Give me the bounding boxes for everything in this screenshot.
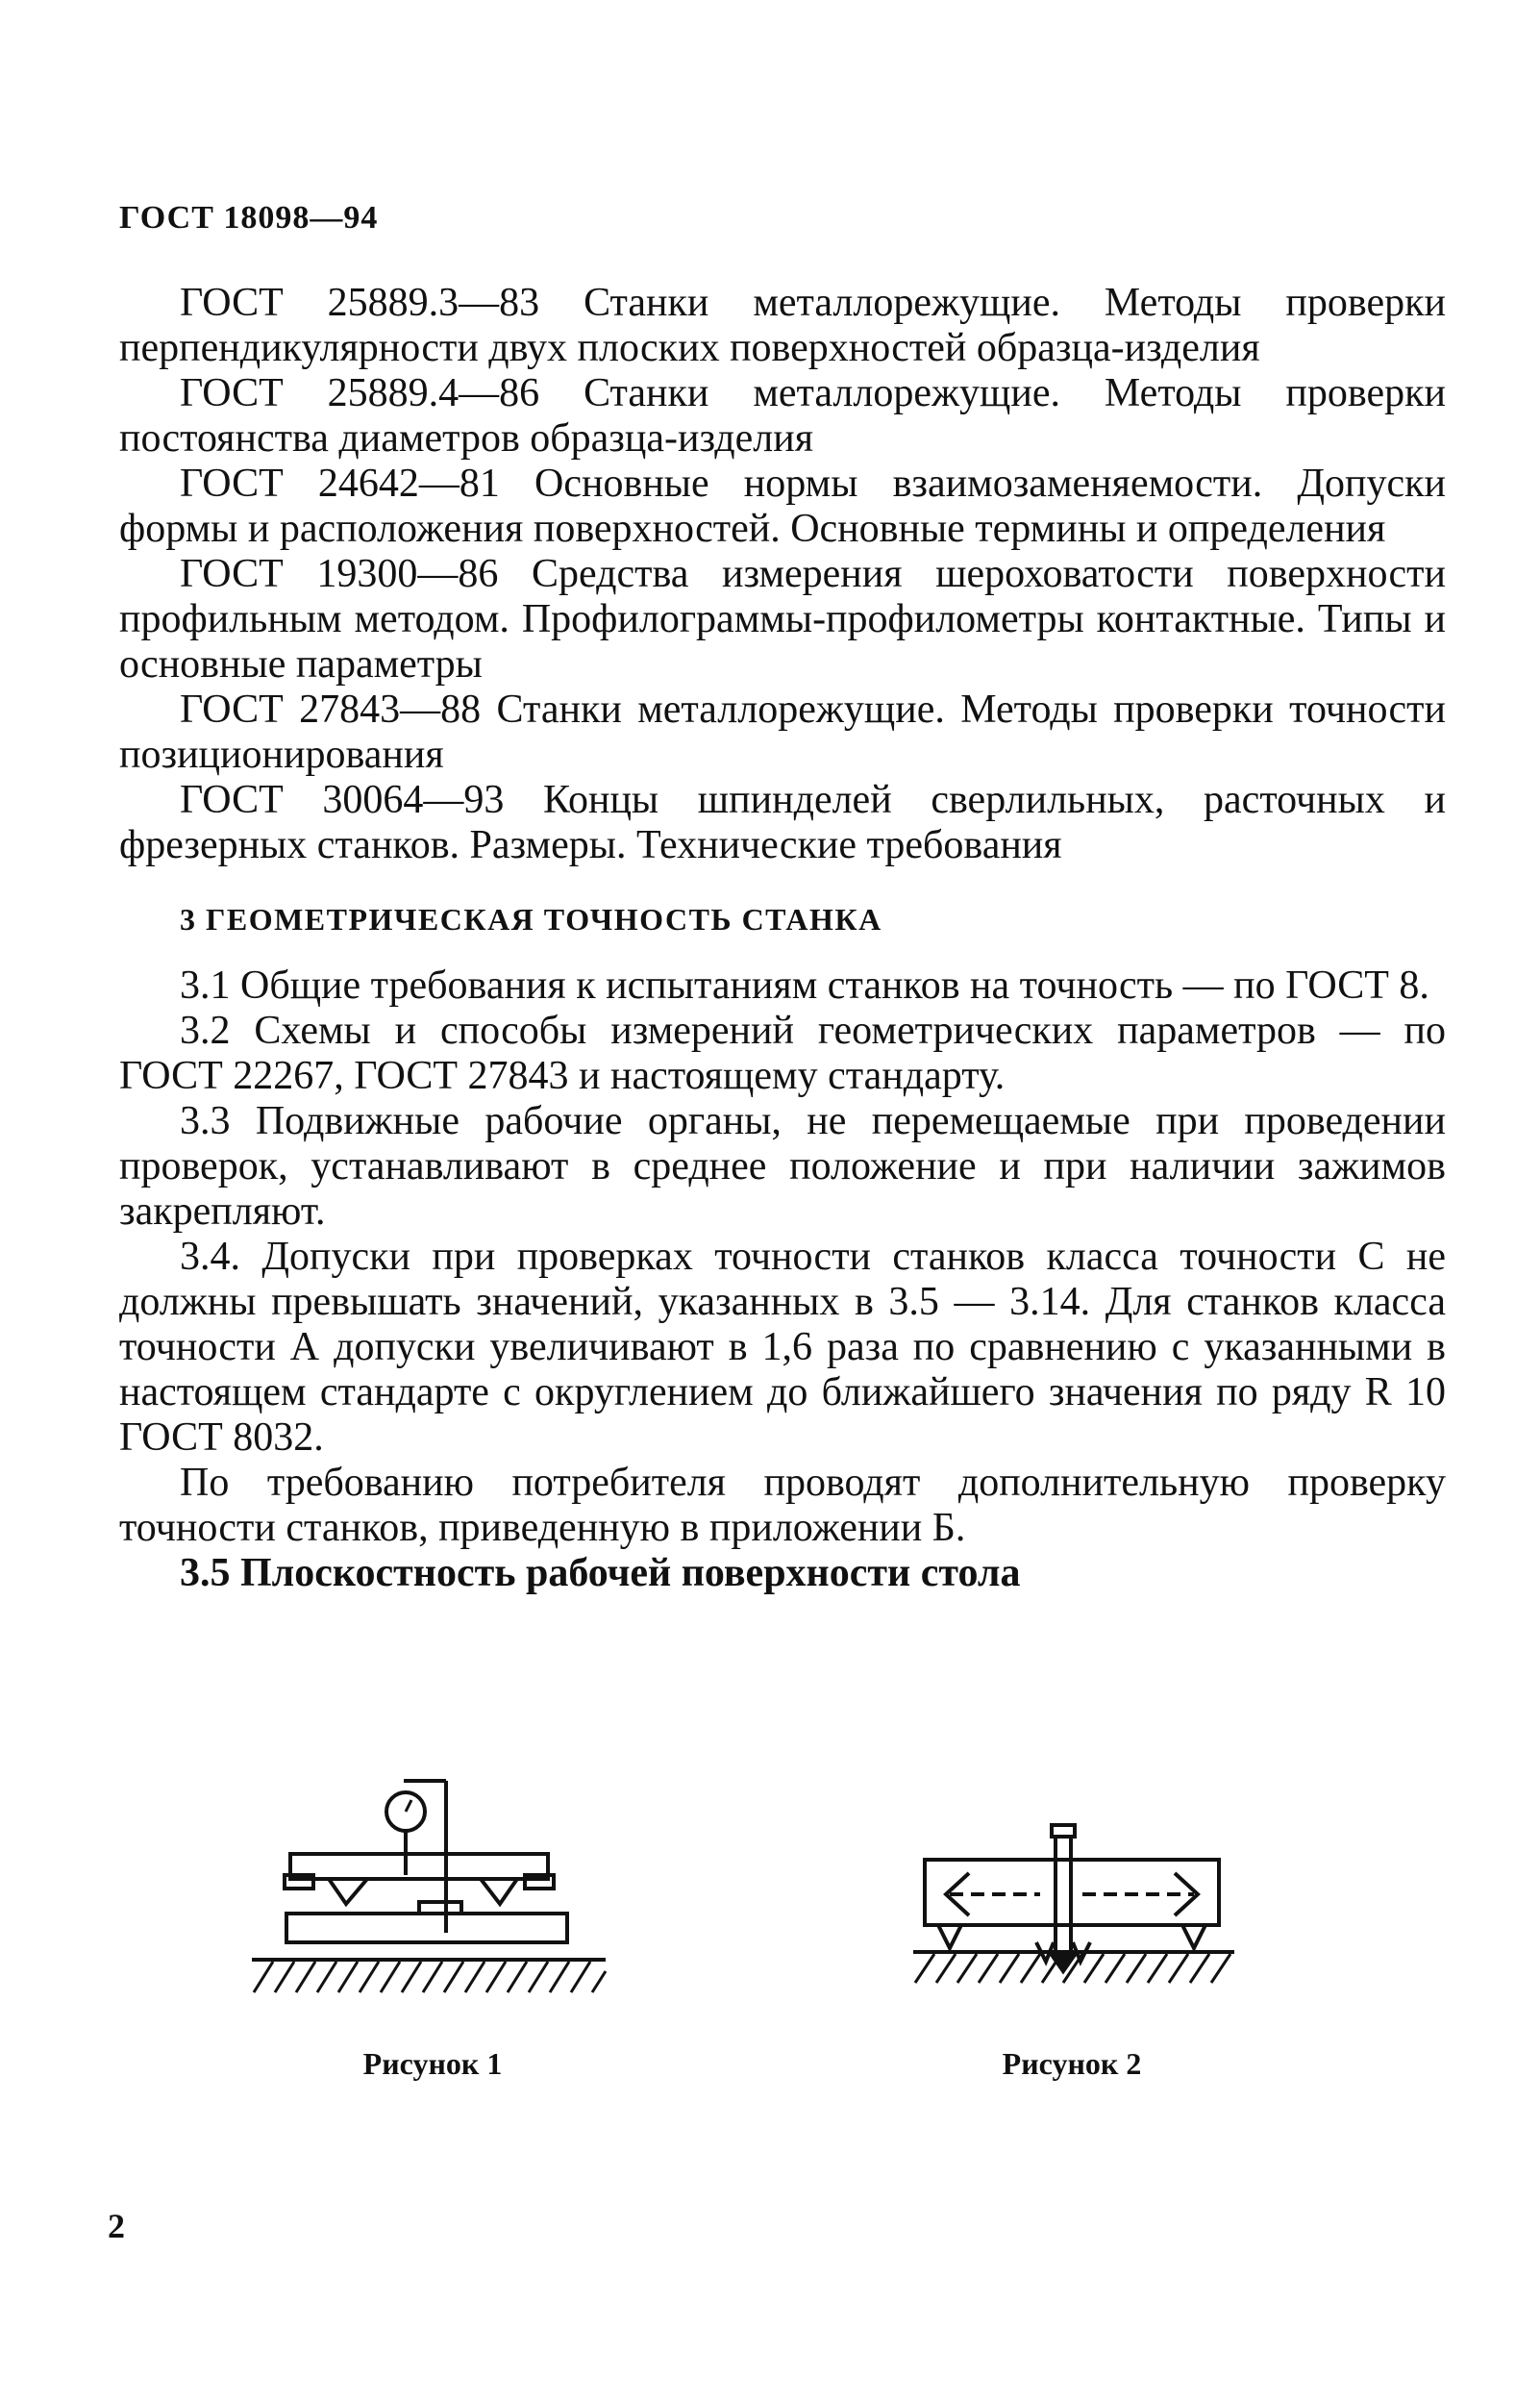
reference-paragraph: ГОСТ 30064—93 Концы шпинделей сверлильных, расточных и фрезерных станков. Размеры. Технические требования xyxy=(119,778,1446,867)
reference-paragraph: ГОСТ 19300—86 Средства измерения шероховатости поверхности профильным методом. Профилограммы-профилометры контактные. Типы и основные параметры xyxy=(119,552,1446,687)
section-paragraph: 3.2 Схемы и способы измерений геометрических параметров — по ГОСТ 22267, ГОСТ 27843 и настоящему стандарту. xyxy=(119,1009,1446,1098)
section-heading: 3 ГЕОМЕТРИЧЕСКАЯ ТОЧНОСТЬ СТАНКА xyxy=(180,902,882,937)
level-foot-right xyxy=(1182,1925,1205,1948)
reference-paragraph: ГОСТ 27843—88 Станки металлорежущие. Методы проверки точности позиционирования xyxy=(119,688,1446,777)
support-right xyxy=(481,1879,517,1904)
section-paragraph: 3.4. Допуски при проверках точности станков класса точности С не должны превышать значений, указанных в 3.5 — 3.14. Для станков класса точности А допуски увеличивают в 1,6 раза по сравнению с указанными в настоящем стандарте с округлением до ближайшего значения по ряду R 10 ГОСТ 8032. xyxy=(119,1235,1446,1460)
reference-paragraph: ГОСТ 24642—81 Основные нормы взаимозаменяемости. Допуски формы и расположения поверхностей. Основные термины и определения xyxy=(119,462,1446,551)
body-text xyxy=(119,281,1446,1596)
reference-paragraph: ГОСТ 25889.3—83 Станки металлорежущие. Методы проверки перпендикулярности двух плоских поверхностей образца-изделия xyxy=(119,281,1446,370)
reference-paragraph: ГОСТ 25889.4—86 Станки металлорежущие. Методы проверки постоянства диаметров образца-изделия xyxy=(119,371,1446,461)
straight-edge xyxy=(290,1854,548,1879)
level-foot-left xyxy=(938,1925,961,1948)
page-number: 2 xyxy=(108,2207,125,2245)
section-paragraph: По требованию потребителя проводят дополнительную проверку точности станков, приведенную в приложении Б. xyxy=(119,1461,1446,1550)
section-subheading: 3.5 Плоскостность рабочей поверхности стола xyxy=(180,1551,1021,1595)
figure-2-diagram xyxy=(911,1817,1238,1990)
figure-1-diagram xyxy=(240,1769,615,2000)
base-hatching xyxy=(254,1962,606,1992)
section-paragraph: 3.3 Подвижные рабочие органы, не перемещаемые при проведении проверок, устанавливают в среднее положение и при наличии зажимов закрепляют. xyxy=(119,1099,1446,1234)
section-paragraph: 3.1 Общие требования к испытаниям станков на точность — по ГОСТ 8. xyxy=(180,963,1429,1008)
figure-1-caption: Рисунок 1 xyxy=(362,2046,503,2081)
gauge-head xyxy=(1052,1825,1075,1837)
document-header: ГОСТ 18098—94 xyxy=(119,200,379,236)
figure-2-caption: Рисунок 2 xyxy=(1002,2046,1142,2081)
machine-table xyxy=(286,1914,567,1942)
support-left xyxy=(329,1879,367,1904)
